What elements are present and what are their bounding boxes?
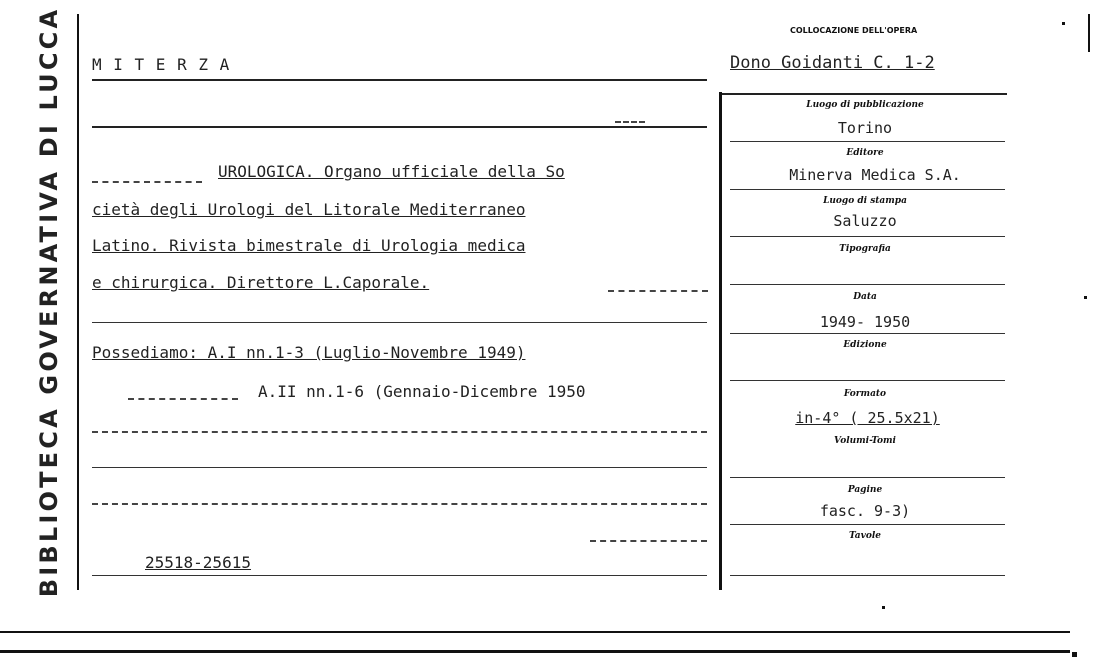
label-edizione: Edizione (843, 340, 887, 350)
holdings-line-2: A.II nn.1-6 (Gennaio-Dicembre 1950 (258, 382, 586, 401)
value-formato: in-4° ( 25.5x21) (795, 409, 940, 427)
library-side-label: BIBLIOTECA GOVERNATIVA DI LUCCA (35, 6, 63, 598)
speck-3 (1084, 296, 1087, 299)
label-editore: Editore (846, 148, 884, 158)
speck-2 (1062, 22, 1065, 25)
label-volumi-tomi: Volumi-Tomi (834, 436, 896, 446)
dash-1 (615, 121, 645, 123)
inventory-number: 25518-25615 (145, 553, 251, 572)
value-luogo-pubblicazione: Torino (837, 119, 893, 137)
label-pagine: Pagine (847, 485, 883, 495)
collocazione-heading: COLLOCAZIONE DELL'OPERA (790, 26, 918, 35)
dash-2 (608, 290, 708, 292)
rule-r8 (730, 524, 1005, 525)
rule-2 (92, 126, 707, 128)
blank-line-3 (92, 503, 707, 505)
rule-r9 (730, 575, 1005, 576)
label-data: Data (853, 292, 877, 302)
scan-right-mark (1088, 14, 1090, 52)
label-formato: Formato (843, 389, 887, 399)
label-tavole: Tavole (848, 531, 882, 541)
value-data: 1949- 1950 (819, 313, 911, 331)
blank-line-1 (92, 431, 707, 433)
title-leader (92, 181, 202, 183)
rule-r1 (730, 141, 1005, 142)
left-border-line (77, 14, 79, 590)
label-luogo-pubblicazione: Luogo di pubblicazione (806, 100, 924, 110)
blank-line-4 (590, 540, 707, 542)
author-heading: M I T E R Z A (92, 55, 231, 74)
label-luogo-stampa: Luogo di stampa (823, 196, 907, 206)
rule-r5 (730, 333, 1005, 334)
speck-1 (882, 606, 885, 609)
title-line-3: Latino. Rivista bimestrale di Urologia medica (92, 236, 526, 255)
value-luogo-stampa: Saluzzo (833, 212, 897, 230)
rule-r4 (730, 284, 1005, 285)
scan-edge-line-1 (0, 631, 1070, 633)
right-column-border (719, 92, 722, 590)
rule-r3 (730, 236, 1005, 237)
value-pagine: fasc. 9-3) (819, 502, 911, 520)
bottom-rule (92, 575, 707, 576)
speck-4 (1072, 652, 1077, 657)
holdings-leader (128, 398, 238, 400)
scan-edge-line-2 (0, 650, 1070, 653)
title-line-2: cietà degli Urologi del Litorale Mediterraneo (92, 200, 526, 219)
shelfmark: Dono Goidanti C. 1-2 (730, 53, 935, 73)
title-line-1: UROLOGICA. Organo ufficiale della So (218, 162, 565, 181)
right-top-rule (722, 93, 1007, 95)
author-rule (92, 79, 707, 81)
rule-3 (92, 322, 707, 323)
rule-r2 (730, 189, 1005, 190)
rule-r6 (730, 380, 1005, 381)
holdings-line-1: Possediamo: A.I nn.1-3 (Luglio-Novembre 1949) (92, 343, 526, 362)
rule-r7 (730, 477, 1005, 478)
label-tipografia: Tipografia (839, 244, 891, 254)
blank-line-2 (92, 467, 707, 468)
title-line-4: e chirurgica. Direttore L.Caporale. (92, 273, 430, 292)
value-editore: Minerva Medica S.A. (789, 166, 961, 184)
